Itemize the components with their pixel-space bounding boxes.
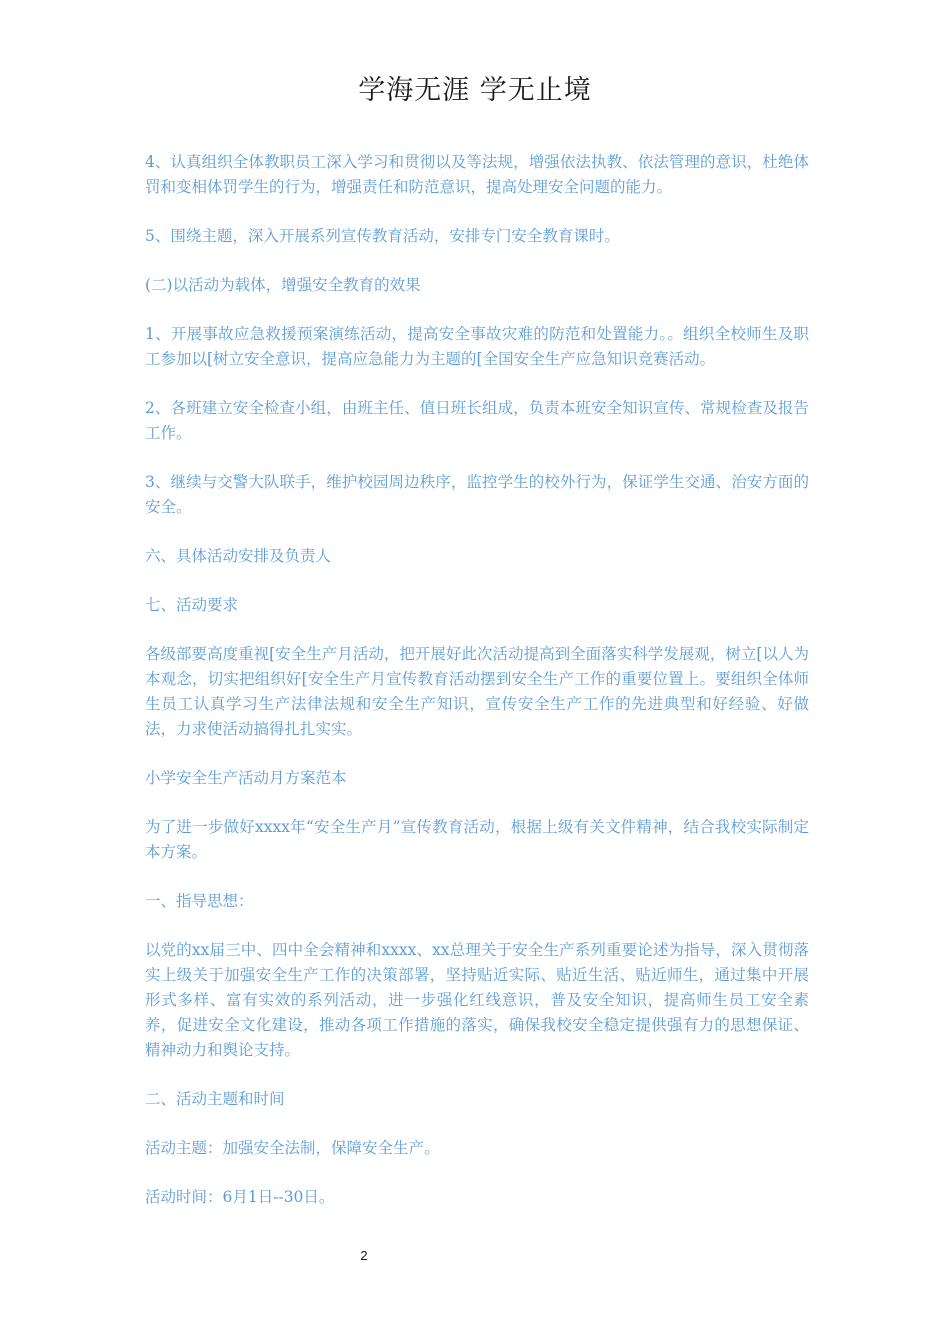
- section-heading: 二、活动主题和时间: [145, 1090, 285, 1108]
- paragraph: 4、认真组织全体教职员工深入学习和贯彻以及等法规，增强依法执教、依法管理的意识，杜绝体罚和变相体罚学生的行为，增强责任和防范意识，提高处理安全问题的能力。: [145, 153, 809, 196]
- paragraph: 以党的xx届三中、四中全会精神和xxxx、xx总理关于安全生产系列重要论述为指导，深入贯彻落实上级关于加强安全生产工作的决策部署，坚持贴近实际、贴近生活、贴近师生，通过集中开展形式多样、富有实效的系列活动，进一步强化红线意识，普及安全知识，提高师生员工安全素养，促进安全文化建设，推动各项工作措施的落实，确保我校安全稳定提供强有力的思想保证、精神动力和舆论支持。: [145, 941, 809, 1059]
- paragraph: 3、继续与交警大队联手，维护校园周边秩序，监控学生的校外行为，保证学生交通、治安方面的安全。: [145, 473, 809, 516]
- page-header-title: 学海无涯 学无止境: [358, 75, 592, 106]
- document-body: [145, 150, 809, 1234]
- paragraph: 活动时间：6月1日--30日。: [145, 1188, 335, 1206]
- section-heading: (二)以活动为载体，增强安全教育的效果: [145, 276, 421, 294]
- paragraph: 1、开展事故应急救援预案演练活动，提高安全事故灾难的防范和处置能力。。组织全校师生及职工参加以[树立安全意识，提高应急能力为主题的[全国安全生产应急知识竞赛活动。: [145, 325, 809, 368]
- paragraph: 为了进一步做好xxxx年“安全生产月”宣传教育活动，根据上级有关文件精神，结合我校实际制定本方案。: [145, 818, 809, 861]
- section-heading: 六、具体活动安排及负责人: [145, 547, 332, 565]
- page-number: 2: [360, 1248, 368, 1263]
- section-heading: 七、活动要求: [145, 596, 239, 614]
- document-subtitle: 小学安全生产活动月方案范本: [145, 769, 347, 787]
- paragraph: 2、各班建立安全检查小组，由班主任、值日班长组成，负责本班安全知识宣传、常规检查及报告工作。: [145, 399, 809, 442]
- paragraph: 活动主题：加强安全法制，保障安全生产。: [145, 1139, 440, 1157]
- paragraph: 5、围绕主题，深入开展系列宣传教育活动，安排专门安全教育课时。: [145, 227, 620, 245]
- paragraph: 各级部要高度重视[安全生产月活动，把开展好此次活动提高到全面落实科学发展观，树立[以人为本观念，切实把组织好[安全生产月宣传教育活动摆到安全生产工作的重要位置上。要组织全体师生员工认真学习生产法律法规和安全生产知识，宣传安全生产工作的先进典型和好经验、好做法，力求使活动搞得扎扎实实。: [145, 645, 809, 738]
- section-heading: 一、指导思想：: [145, 892, 254, 910]
